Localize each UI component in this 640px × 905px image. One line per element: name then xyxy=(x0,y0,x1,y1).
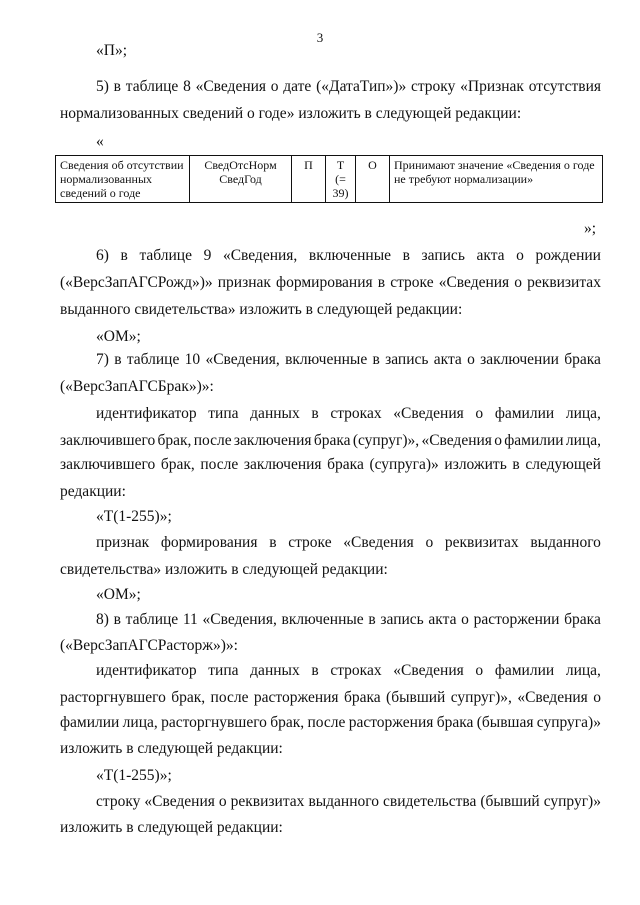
text-line: свидетельства» изложить в следующей редакции: xyxy=(60,561,388,578)
table-row xyxy=(56,156,603,203)
text-line: выданного свидетельства» изложить в следующей редакции: xyxy=(60,301,463,318)
text-line: изложить в следующей редакции: xyxy=(60,819,283,836)
text-line: нормализованных сведений о годе» изложить в следующей редакции: xyxy=(60,105,522,122)
table-cell-format: Т (= 39) xyxy=(326,156,356,203)
text-line: « xyxy=(96,133,104,150)
table-cell-code: СведОтсНорм СведГод xyxy=(190,156,292,203)
table-cell-required: О xyxy=(356,156,390,203)
table-cell-name: Сведения об отсутствии нормализованных сведений о годе xyxy=(56,156,190,203)
text-line: заключившего брак, после заключения брака (супруг)», «Сведения о фамилии лица, xyxy=(60,432,601,449)
text-line: «Т(1-255)»; xyxy=(96,508,172,525)
text-line: 6) в таблице 9 «Сведения, включенные в запись акта о рождении xyxy=(96,247,601,264)
text-line: фамилии лица, расторгнувшего брак, после расторжения брака (бывшая супруга)» xyxy=(60,714,601,731)
text-line: («ВерсЗапАГСРасторж»)»: xyxy=(60,637,238,654)
text-line: «ОМ»; xyxy=(96,586,141,603)
text-line: строку «Сведения о реквизитах выданного свидетельства (бывший супруг)» xyxy=(96,793,601,810)
text-line: «ОМ»; xyxy=(96,328,141,345)
text-line: признак формирования в строке «Сведения о реквизитах выданного xyxy=(96,534,601,551)
text-line: »; xyxy=(584,220,597,237)
text-line: 8) в таблице 11 «Сведения, включенные в запись акта о расторжении брака xyxy=(96,611,601,628)
text-line: 5) в таблице 8 «Сведения о дате («ДатаТип»)» строку «Признак отсутствия xyxy=(96,78,601,95)
text-line: («ВерсЗапАГСРожд»)» признак формирования в строке «Сведения о реквизитах xyxy=(60,274,601,291)
text-line: изложить в следующей редакции: xyxy=(60,740,283,757)
text-line: идентификатор типа данных в строках «Сведения о фамилии лица, xyxy=(96,405,601,422)
inserted-table xyxy=(55,155,603,203)
text-line: («ВерсЗапАГСБрак»)»: xyxy=(60,378,214,395)
page-number: 3 xyxy=(316,30,324,45)
text-line: «Т(1-255)»; xyxy=(96,767,172,784)
text-line: 7) в таблице 10 «Сведения, включенные в запись акта о заключении брака xyxy=(96,351,601,368)
text-line: заключившего брак, после заключения брака (супруга)» изложить в следующей xyxy=(60,456,601,473)
text-line: «П»; xyxy=(96,42,127,59)
text-line: редакции: xyxy=(60,483,126,500)
text-line: расторгнувшего брак, после расторжения брака (бывший супруг)», «Сведения о xyxy=(60,689,601,706)
text-line: идентификатор типа данных в строках «Сведения о фамилии лица, xyxy=(96,662,601,679)
table-cell-note: Принимают значение «Сведения о годе не требуют нормализации» xyxy=(390,156,603,203)
table-cell-attr: П xyxy=(292,156,326,203)
